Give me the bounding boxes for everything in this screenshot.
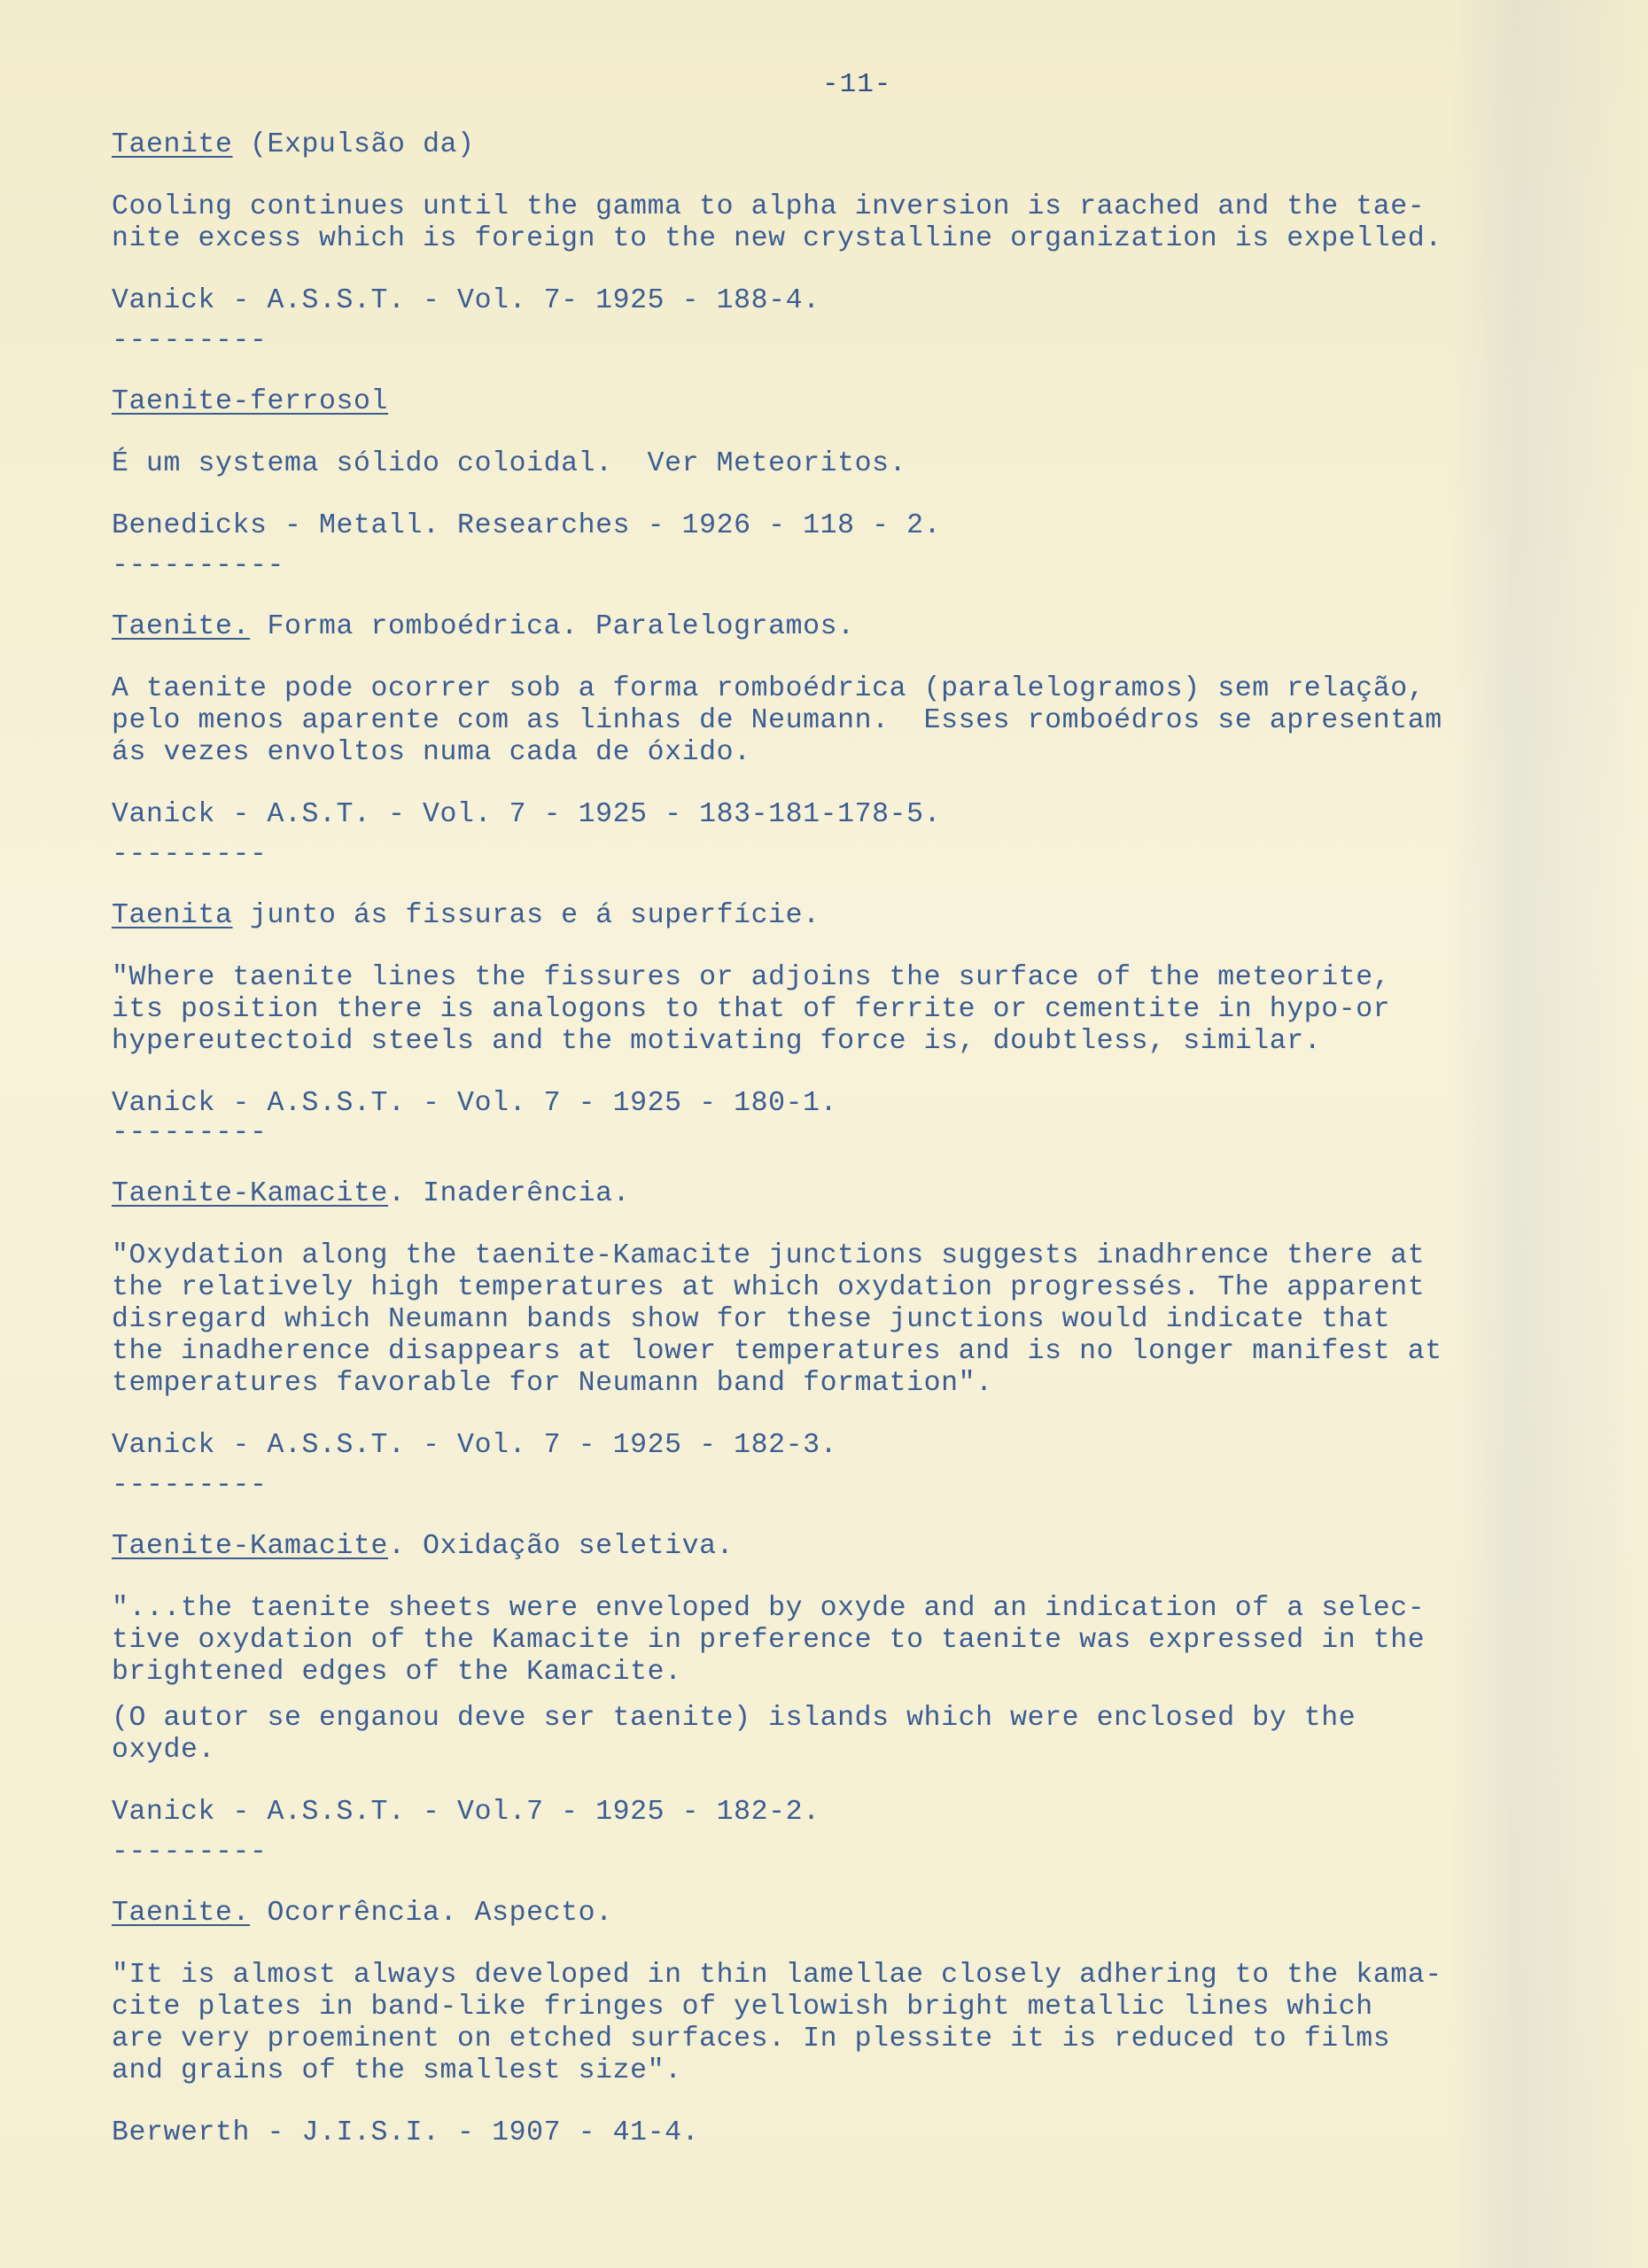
- entry-heading: [112, 386, 1636, 418]
- body-line: cite plates in band-like fringes of yellowish bright metallic lines which: [112, 1992, 1373, 2023]
- entry-heading: [112, 1898, 1636, 1930]
- body-line: tive oxydation of the Kamacite in preference to taenite was expressed in the: [112, 1625, 1426, 1656]
- heading-word: Taenite-ferrosol: [112, 386, 389, 417]
- body-line: are very proeminent on etched surfaces. In plessite it is reduced to films: [112, 2023, 1391, 2054]
- body-line: "Where taenite lines the fissures or adjoins the surface of the meteorite,: [112, 962, 1391, 993]
- body-line: (O autor se enganou deve ser taenite) islands which were enclosed by the: [112, 1703, 1356, 1734]
- heading-subtitle: . Inaderência.: [388, 1178, 631, 1209]
- entry-heading: [112, 900, 1636, 932]
- entry-heading: [112, 129, 1636, 161]
- entry: [112, 386, 1636, 611]
- body-line: ás vezes envoltos numa cada de óxido.: [112, 737, 751, 768]
- page-content: [112, 129, 1636, 2149]
- heading-subtitle: (Expulsão da): [232, 129, 475, 160]
- body-line: oxyde.: [112, 1735, 216, 1766]
- body-line: nite excess which is foreign to the new crystalline organization is expelled.: [112, 223, 1442, 254]
- body-line: the inadherence disappears at lower temperatures and is no longer manifest at: [112, 1336, 1442, 1367]
- heading-subtitle: . Oxidação seletiva.: [388, 1531, 735, 1562]
- entry: [112, 1178, 1636, 1531]
- page-number: -11-: [822, 69, 892, 100]
- body-line: É um systema sólido coloidal. Ver Meteoritos.: [112, 448, 907, 479]
- separator-dashes: ---------: [112, 1837, 268, 1868]
- heading-word: Taenita: [112, 900, 233, 931]
- entry: [112, 611, 1636, 900]
- separator-dashes: ----------: [112, 550, 285, 581]
- separator-dashes: ---------: [112, 839, 268, 870]
- heading-word: Taenite-Kamacite: [112, 1178, 389, 1209]
- body-line: temperatures favorable for Neumann band formation".: [112, 1368, 993, 1399]
- separator-dashes: ---------: [112, 325, 268, 356]
- body-line: its position there is analogons to that of ferrite or cementite in hypo-or: [112, 994, 1391, 1025]
- reference-citation: Vanick - A.S.S.T. - Vol.7 - 1925 - 182-2.: [112, 1797, 820, 1828]
- entry: [112, 1531, 1636, 1898]
- reference-citation: Vanick - A.S.S.T. - Vol. 7 - 1925 - 180-1.: [112, 1088, 838, 1119]
- body-line: and grains of the smallest size".: [112, 2055, 682, 2086]
- reference-citation: Benedicks - Metall. Researches - 1926 - 118 - 2.: [112, 510, 942, 541]
- body-line: "Oxydation along the taenite-Kamacite junctions suggests inadhrence there at: [112, 1240, 1426, 1271]
- entry-heading: [112, 1178, 1636, 1210]
- body-line: A taenite pode ocorrer sob a forma romboédrica (paralelogramos) sem relação,: [112, 673, 1426, 704]
- entry: [112, 900, 1636, 1178]
- heading-subtitle: junto ás fissuras e á superfície.: [232, 900, 820, 931]
- heading-subtitle: Forma romboédrica. Paralelogramos.: [250, 611, 855, 642]
- body-line: "It is almost always developed in thin lamellae closely adhering to the kama-: [112, 1960, 1442, 1991]
- entry-heading: [112, 611, 1636, 643]
- reference-citation: Vanick - A.S.T. - Vol. 7 - 1925 - 183-181-178-5.: [112, 799, 942, 830]
- body-line: pelo menos aparente com as linhas de Neumann. Esses romboédros se apresentam: [112, 705, 1442, 736]
- body-line: the relatively high temperatures at which oxydation progressés. The apparent: [112, 1272, 1426, 1303]
- body-line: hypereutectoid steels and the motivating force is, doubtless, similar.: [112, 1026, 1322, 1057]
- heading-word: Taenite: [112, 129, 233, 160]
- entry: [112, 129, 1636, 386]
- separator-dashes: ---------: [112, 1117, 268, 1148]
- body-line: brightened edges of the Kamacite.: [112, 1657, 682, 1688]
- separator-dashes: ---------: [112, 1470, 268, 1501]
- body-line: "...the taenite sheets were enveloped by oxyde and an indication of a selec-: [112, 1593, 1426, 1624]
- reference-citation: Vanick - A.S.S.T. - Vol. 7- 1925 - 188-4.: [112, 285, 820, 316]
- body-line: Cooling continues until the gamma to alpha inversion is raached and the tae-: [112, 191, 1426, 222]
- reference-citation: Vanick - A.S.S.T. - Vol. 7 - 1925 - 182-3.: [112, 1430, 838, 1461]
- entry-heading: [112, 1531, 1636, 1563]
- heading-word: Taenite-Kamacite: [112, 1531, 389, 1562]
- heading-subtitle: Ocorrência. Aspecto.: [250, 1898, 613, 1929]
- entry: [112, 1898, 1636, 2149]
- heading-word: Taenite.: [112, 611, 251, 642]
- heading-word: Taenite.: [112, 1898, 251, 1929]
- body-line: disregard which Neumann bands show for these junctions would indicate that: [112, 1304, 1391, 1335]
- reference-citation: Berwerth - J.I.S.I. - 1907 - 41-4.: [112, 2117, 700, 2148]
